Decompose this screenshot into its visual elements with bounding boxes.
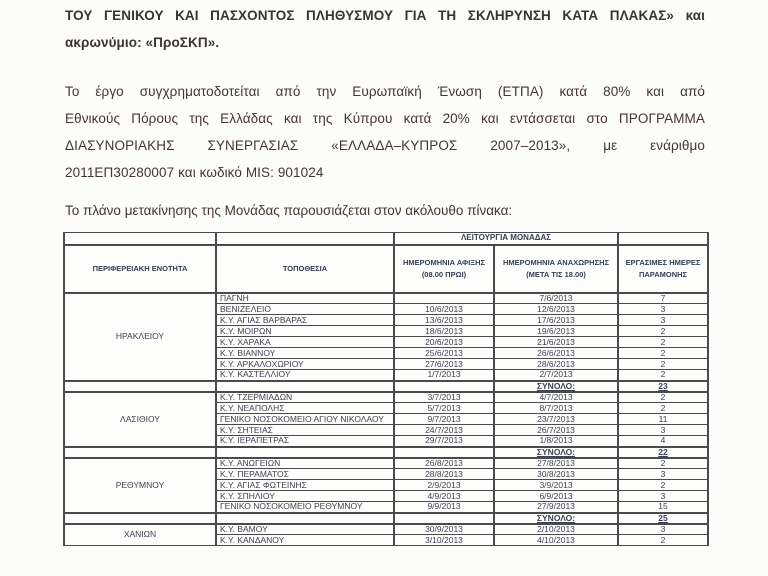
- location-cell: Κ.Υ. ΑΡΚΑΛΟΧΩΡΙΟΥ: [216, 359, 394, 370]
- operation-header-row: [64, 233, 708, 245]
- location-cell: Κ.Υ. ΜΟΙΡΩΝ: [216, 326, 394, 337]
- empty-header-cell: [618, 233, 708, 245]
- arrival-date-cell: 3/10/2013: [394, 535, 494, 546]
- location-cell: Κ.Υ. ΣΗΤΕΙΑΣ: [216, 425, 394, 436]
- total-days-value: 22: [618, 447, 708, 458]
- departure-date-cell: 23/7/2013: [494, 414, 618, 425]
- table-body: [64, 293, 708, 546]
- location-cell: Κ.Υ. ΑΓΙΑΣ ΒΑΡΒΑΡΑΣ: [216, 315, 394, 326]
- empty-cell: [64, 381, 216, 392]
- arrival-date-cell: 25/6/2013: [394, 348, 494, 359]
- working-days-cell: 2: [618, 392, 708, 403]
- location-cell: Κ.Υ. ΝΕΑΠΟΛΗΣ: [216, 403, 394, 414]
- paragraph-line-3: ΔΙΑΣΥΝΟΡΙΑΚΗΣ ΣΥΝΕΡΓΑΣΙΑΣ «ΕΛΛΑΔΑ–ΚΥΠΡΟΣ 2007–2013», με ενάριθμο: [65, 138, 705, 153]
- location-cell: Κ.Υ. ΠΕΡΑΜΑΤΟΣ: [216, 469, 394, 480]
- departure-date-cell: 8/7/2013: [494, 403, 618, 414]
- region-cell: ΛΑΣΙΘΙΟΥ: [64, 392, 216, 447]
- document-heading: [65, 2, 705, 56]
- departure-date-cell: 26/6/2013: [494, 348, 618, 359]
- working-days-cell: 2: [618, 348, 708, 359]
- location-cell: Κ.Υ. ΑΓΙΑΣ ΦΩΤΕΙΝΗΣ: [216, 480, 394, 491]
- location-cell: Κ.Υ. ΣΠΗΛΙΟΥ: [216, 491, 394, 502]
- departure-date-cell: 2/10/2013: [494, 524, 618, 535]
- working-days-cell: 11: [618, 414, 708, 425]
- group-total-row: [64, 381, 708, 392]
- total-days-value: 25: [618, 513, 708, 524]
- working-days-cell: 15: [618, 502, 708, 513]
- working-days-cell: 2: [618, 480, 708, 491]
- arrival-date-cell: 24/7/2013: [394, 425, 494, 436]
- arrival-date-cell: 26/8/2013: [394, 458, 494, 469]
- working-days-cell: 2: [618, 370, 708, 381]
- table-row: [64, 524, 708, 535]
- col-header-region: ΠΕΡΙΦΕΡΕΙΑΚΗ ΕΝΟΤΗΤΑ: [64, 245, 216, 293]
- empty-header-cell: [64, 233, 216, 245]
- working-days-cell: 3: [618, 491, 708, 502]
- region-cell: ΧΑΝΙΩΝ: [64, 524, 216, 546]
- group-total-row: [64, 447, 708, 458]
- departure-date-cell: 26/7/2013: [494, 425, 618, 436]
- location-cell: ΠΑΓΝΗ: [216, 293, 394, 304]
- working-days-cell: 3: [618, 469, 708, 480]
- working-days-cell: 2: [618, 326, 708, 337]
- working-days-cell: 2: [618, 535, 708, 546]
- departure-date-cell: 27/9/2013: [494, 502, 618, 513]
- table-row: [64, 458, 708, 469]
- heading-line-2: ακρωνύμιο: «ΠροΣΚΠ».: [65, 35, 220, 50]
- table-intro-line: Το πλάνο μετακίνησης της Μονάδας παρουσιάζεται στον ακόλουθο πίνακα:: [65, 203, 513, 218]
- location-cell: Κ.Υ. ΑΝΩΓΕΙΩΝ: [216, 458, 394, 469]
- departure-date-cell: 7/6/2013: [494, 293, 618, 304]
- empty-cell: [216, 447, 394, 458]
- departure-date-cell: 30/8/2013: [494, 469, 618, 480]
- table-row: [64, 392, 708, 403]
- column-header-row: [64, 245, 708, 293]
- movement-plan-table: [63, 232, 709, 546]
- arrival-date-cell: 27/6/2013: [394, 359, 494, 370]
- empty-cell: [64, 513, 216, 524]
- working-days-cell: 3: [618, 304, 708, 315]
- location-cell: ΓΕΝΙΚΟ ΝΟΣΟΚΟΜΕΙΟ ΡΕΘΥΜΝΟΥ: [216, 502, 394, 513]
- departure-date-cell: 12/6/2013: [494, 304, 618, 315]
- empty-cell: [394, 447, 494, 458]
- arrival-date-cell: 4/9/2013: [394, 491, 494, 502]
- working-days-cell: 7: [618, 293, 708, 304]
- location-cell: Κ.Υ. ΒΑΜΟΥ: [216, 524, 394, 535]
- arrival-date-cell: 9/9/2013: [394, 502, 494, 513]
- arrival-date-cell: 18/6/2013: [394, 326, 494, 337]
- region-cell: ΗΡΑΚΛΕΙΟΥ: [64, 293, 216, 381]
- departure-date-cell: 1/8/2013: [494, 436, 618, 447]
- empty-cell: [216, 381, 394, 392]
- working-days-cell: 2: [618, 403, 708, 414]
- location-cell: ΒΕΝΙΖΕΛΕΙΟ: [216, 304, 394, 315]
- working-days-cell: 3: [618, 524, 708, 535]
- working-days-cell: 3: [618, 315, 708, 326]
- departure-date-cell: 4/7/2013: [494, 392, 618, 403]
- departure-date-cell: 6/9/2013: [494, 491, 618, 502]
- arrival-date-cell: 30/9/2013: [394, 524, 494, 535]
- departure-date-cell: 27/8/2013: [494, 458, 618, 469]
- paragraph-line-2: Εθνικούς Πόρους της Ελλάδας και της Κύπρου κατά 20% και εντάσσεται στο ΠΡΟΓΡΑΜΜΑ: [65, 111, 705, 126]
- arrival-date-cell: [394, 293, 494, 304]
- heading-line-1: ΤΟΥ ΓΕΝΙΚΟΥ ΚΑΙ ΠΑΣΧΟΝΤΟΣ ΠΛΗΘΥΣΜΟΥ ΓΙΑ ΤΗ ΣΚΛΗΡΥΝΣΗ ΚΑΤΑ ΠΛΑΚΑΣ» και: [65, 8, 705, 23]
- paragraph-line-1: Το έργο συγχρηματοδοτείται από την Ευρωπαϊκή Ένωση (ΕΤΠΑ) κατά 80% και από: [65, 84, 705, 99]
- departure-date-cell: 4/10/2013: [494, 535, 618, 546]
- arrival-date-cell: 29/7/2013: [394, 436, 494, 447]
- region-cell: ΡΕΘΥΜΝΟΥ: [64, 458, 216, 513]
- working-days-cell: 2: [618, 337, 708, 348]
- empty-cell: [394, 381, 494, 392]
- col-header-days: ΕΡΓΑΣΙΜΕΣ ΗΜΕΡΕΣ ΠΑΡΑΜΟΝΗΣ: [618, 245, 708, 293]
- location-cell: Κ.Υ. ΧΑΡΑΚΑ: [216, 337, 394, 348]
- working-days-cell: 2: [618, 458, 708, 469]
- operation-unit-header: ΛΕΙΤΟΥΡΓΙΑ ΜΟΝΑΔΑΣ: [394, 233, 618, 245]
- arrival-date-cell: 9/7/2013: [394, 414, 494, 425]
- total-days-value: 23: [618, 381, 708, 392]
- paragraph-line-4: 2011ΕΠ30280007 και κωδικό MIS: 901024: [65, 165, 324, 180]
- location-cell: Κ.Υ. ΙΕΡΑΠΕΤΡΑΣ: [216, 436, 394, 447]
- departure-date-cell: 19/6/2013: [494, 326, 618, 337]
- arrival-date-cell: 10/6/2013: [394, 304, 494, 315]
- location-cell: Κ.Υ. ΒΙΑΝΝΟΥ: [216, 348, 394, 359]
- funding-paragraph: [65, 78, 705, 186]
- location-cell: Κ.Υ. ΤΖΕΡΜΙΑΔΩΝ: [216, 392, 394, 403]
- col-header-arrival: ΗΜΕΡΟΜΗΝΙΑ ΑΦΙΞΗΣ (08.00 ΠΡΩΙ): [394, 245, 494, 293]
- arrival-date-cell: 28/8/2013: [394, 469, 494, 480]
- location-cell: Κ.Υ. ΚΑΝΔΑΝΟΥ: [216, 535, 394, 546]
- working-days-cell: 4: [618, 436, 708, 447]
- departure-date-cell: 21/6/2013: [494, 337, 618, 348]
- table-header: [64, 233, 708, 293]
- location-cell: ΓΕΝΙΚΟ ΝΟΣΟΚΟΜΕΙΟ ΑΓΙΟΥ ΝΙΚΟΛΑΟΥ: [216, 414, 394, 425]
- total-label: ΣΥΝΟΛΟ:: [494, 381, 618, 392]
- departure-date-cell: 2/7/2013: [494, 370, 618, 381]
- arrival-date-cell: 2/9/2013: [394, 480, 494, 491]
- table-row: [64, 293, 708, 304]
- total-label: ΣΥΝΟΛΟ:: [494, 447, 618, 458]
- total-label: ΣΥΝΟΛΟ:: [494, 513, 618, 524]
- empty-header-cell: [216, 233, 394, 245]
- arrival-date-cell: 5/7/2013: [394, 403, 494, 414]
- working-days-cell: 2: [618, 359, 708, 370]
- empty-cell: [394, 513, 494, 524]
- working-days-cell: 3: [618, 425, 708, 436]
- group-total-row: [64, 513, 708, 524]
- location-cell: Κ.Υ. ΚΑΣΤΕΛΛΙΟΥ: [216, 370, 394, 381]
- arrival-date-cell: 20/6/2013: [394, 337, 494, 348]
- empty-cell: [64, 447, 216, 458]
- arrival-date-cell: 1/7/2013: [394, 370, 494, 381]
- empty-cell: [216, 513, 394, 524]
- arrival-date-cell: 13/6/2013: [394, 315, 494, 326]
- arrival-date-cell: 3/7/2013: [394, 392, 494, 403]
- departure-date-cell: 28/6/2013: [494, 359, 618, 370]
- col-header-departure: ΗΜΕΡΟΜΗΝΙΑ ΑΝΑΧΩΡΗΣΗΣ (ΜΕΤΑ ΤΙΣ 18.00): [494, 245, 618, 293]
- departure-date-cell: 17/6/2013: [494, 315, 618, 326]
- departure-date-cell: 3/9/2013: [494, 480, 618, 491]
- col-header-location: ΤΟΠΟΘΕΣΙΑ: [216, 245, 394, 293]
